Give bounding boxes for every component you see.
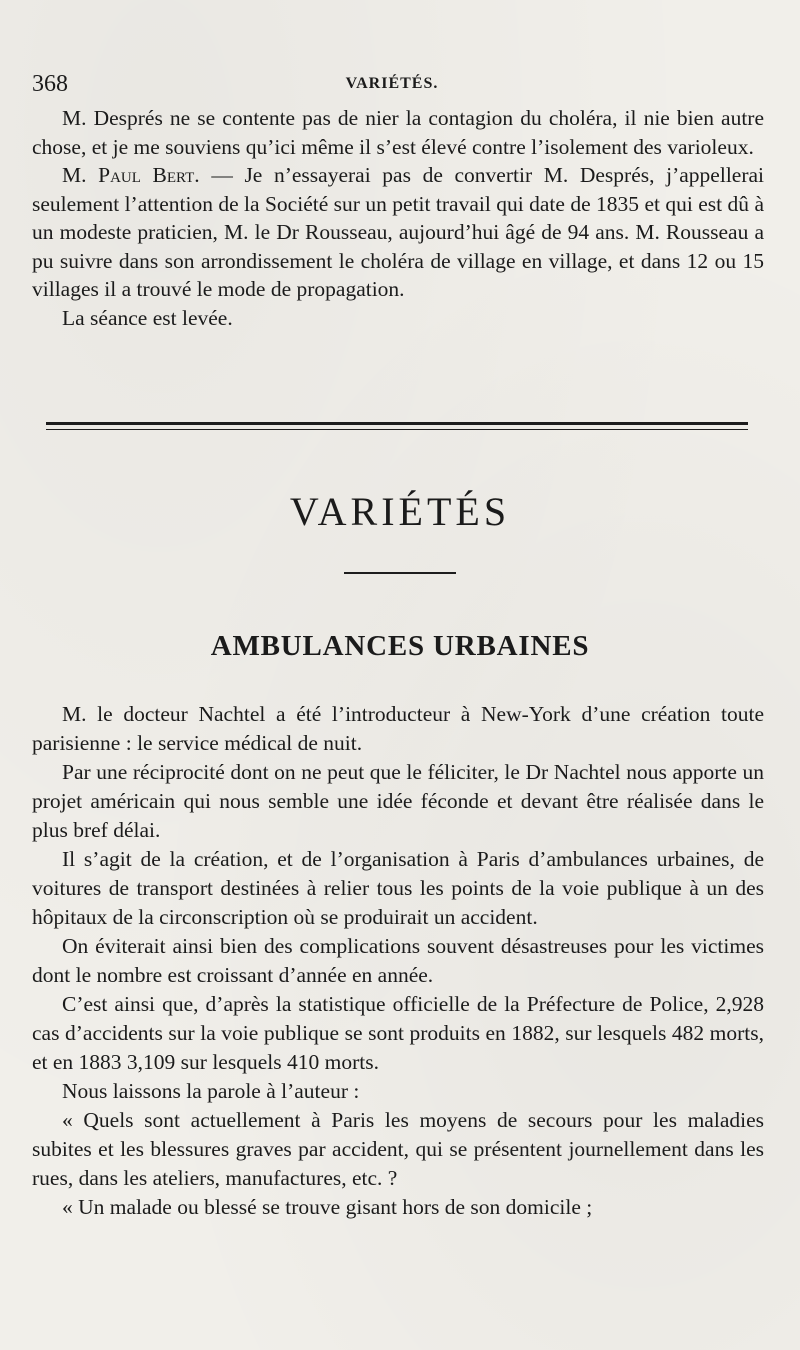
discussion-block	[32, 104, 764, 332]
session-closing: La séance est levée.	[62, 305, 233, 330]
discussion-paragraph-2	[32, 161, 764, 304]
article-paragraph: M. le docteur Nachtel a été l’introducteur à New-York d’une création toute parisienne : le service médical de nuit.	[32, 702, 764, 755]
discussion-paragraph-2-text: — Je n’essayerai pas de convertir M. Després, j’appellerai seulement l’attention de la Société sur un petit travail qui date de 1835 et qui est dû à un modeste praticien, M. le Dr Rousseau, aujourd’hui âgé de 94 ans. M. Rousseau a pu suivre dans son arrondissement le choléra de village en village, et dans 12 ou 15 villages il a trouvé le mode de propagation.	[32, 163, 765, 301]
discussion-paragraph-1: M. Després ne se contente pas de nier la contagion du choléra, il nie bien autre chose, et je me souviens qu’ici même il s’est élevé contre l’isolement des varioleux.	[32, 106, 764, 159]
section-title: VARIÉTÉS	[289, 489, 511, 534]
running-head: VARIÉTÉS.	[345, 75, 439, 92]
article-title: AMBULANCES URBAINES	[210, 630, 590, 662]
article-paragraph: « Un malade ou blessé se trouve gisant hors de son domicile ;	[62, 1195, 593, 1219]
section-separator	[46, 422, 748, 430]
article-paragraph: C’est ainsi que, d’après la statistique officielle de la Préfecture de Police, 2,928 cas d’accidents sur la voie publique se sont produits en 1882, sur lesquels 482 morts, et en 1883 3,109 sur lesquels 410 morts.	[32, 992, 764, 1074]
article-paragraph: Par une réciprocité dont on ne peut que le féliciter, le Dr Nachtel nous apporte un projet américain qui nous semble une idée féconde et devant être réalisée dans le plus bref délai.	[32, 760, 764, 842]
article-paragraph: Il s’agit de la création, et de l’organisation à Paris d’ambulances urbaines, de voitures de transport destinées à relier tous les points de la voie publique à un des hôpitaux de la circonscription où se produirait un accident.	[32, 847, 764, 929]
page-header	[32, 66, 752, 102]
speaker-name: M. Paul Bert.	[62, 163, 200, 187]
article-paragraph: On éviterait ainsi bien des complications souvent désastreuses pour les victimes dont le nombre est croissant d’année en année.	[32, 934, 764, 987]
article-body	[32, 700, 764, 1222]
article-paragraph: « Quels sont actuellement à Paris les moyens de secours pour les maladies subites et les blessures graves par accident, qui se présentent journellement dans les rues, dans les ateliers, manufactures, etc. ?	[32, 1108, 764, 1190]
page-number: 368	[32, 71, 68, 97]
article-paragraph: Nous laissons la parole à l’auteur :	[62, 1079, 360, 1103]
title-underline	[344, 572, 456, 574]
